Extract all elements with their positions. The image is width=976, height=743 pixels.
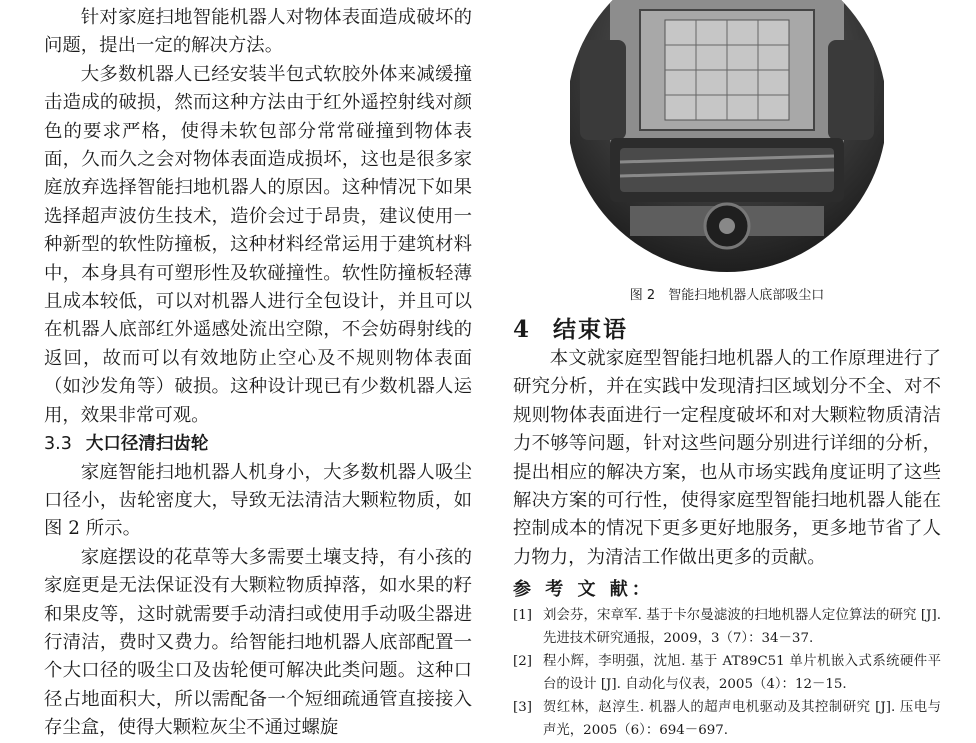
section-number: 4	[513, 316, 532, 343]
paragraph-large-inlet: 家庭摆设的花草等大多需要土壤支持，有小孩的家庭更是无法保证没有大颗粒物质掉落，如水果的籽和果皮等，这时就需要手动清扫或使用手动吸尘器进行清洁，费时又费力。给智能扫地机器人底部配置一个大口径的吸尘口及齿轮便可解决此类问题。这种口径占地面积大，所以需配备一个短细疏通管直接接入存尘盒，使得大颗粒灰尘不通过螺旋	[44, 546, 472, 739]
subsection-heading	[44, 430, 472, 458]
reference-number: [3]	[513, 700, 532, 716]
subsection-number: 3.3	[44, 434, 72, 455]
paragraph-conclusion: 本文就家庭型智能扫地机器人的工作原理进行了研究分析，并在实践中发现清扫区域划分不全、对不规则物体表面进行一定程度破坏和对大颗粒物质清洁力不够等问题，针对这些问题分别进行详细的分析，提出相应的解决方案，也从市场实践角度证明了这些解决方案的可行性，使得家庭型智能扫地机器人能在控制成本的情况下更多更好地服务，更多地节省了人力物力，为清洁工作做出更多的贡献。	[513, 348, 941, 568]
section-heading	[513, 315, 941, 345]
reference-text: 贺红林，赵淳生. 机器人的超声电机驱动及其控制研究 [J]. 压电与声光，2005（6）：694－697.	[543, 700, 941, 739]
reference-item	[513, 650, 941, 696]
reference-text: 刘会芬，宋章军. 基于卡尔曼滤波的扫地机器人定位算法的研究 [J]. 先进技术研究通报，2009，3（7）：34－37.	[543, 608, 941, 647]
left-column	[44, 0, 472, 743]
section-title: 结束语	[553, 316, 629, 343]
reference-number: [1]	[513, 608, 532, 624]
paragraph-intro: 针对家庭扫地智能机器人对物体表面造成破坏的问题，提出一定的解决方法。	[44, 7, 472, 57]
reference-item	[513, 696, 941, 742]
right-column	[513, 0, 941, 742]
reference-number: [2]	[513, 654, 532, 670]
reference-list	[513, 604, 941, 742]
reference-text: 程小辉，李明强，沈旭. 基于 AT89C51 单片机嵌入式系统硬件平台的设计 [J]. 自动化与仪表，2005（4）：12－15.	[543, 654, 941, 693]
references-heading: 参 考 文 献：	[513, 579, 654, 601]
figure-2	[513, 0, 941, 280]
paragraph-small-inlet: 家庭智能扫地机器人机身小，大多数机器人吸尘口径小，齿轮密度大，导致无法清洁大颗粒物质，如图 2 所示。	[44, 461, 472, 540]
reference-item	[513, 604, 941, 650]
paragraph-soft-bumper: 大多数机器人已经安装半包式软胶外体来减缓撞击造成的破损，然而这种方法由于红外遥控射线对颜色的要求严格，使得未软包部分常常碰撞到物体表面，久而久之会对物体表面造成损坏，这也是很多家庭放弃选择智能扫地机器人的原因。这种情况下如果选择超声波仿生技术，造价会过于昂贵，建议使用一种新型的软性防撞板，这种材料经常运用于建筑材料中，本身具有可塑形性及软碰撞性。软性防撞板轻薄且成本较低，可以对机器人进行全包设计，并且可以在机器人底部红外遥感处流出空隙，不会妨碍射线的返回，故而可以有效地防止空心及不规则物体表面（如沙发角等）破损。这种设计现已有少数机器人运用，效果非常可观。	[44, 63, 472, 426]
robot-underside-image	[570, 0, 884, 280]
subsection-title: 大口径清扫齿轮	[85, 434, 209, 455]
figure-caption: 图 2 智能扫地机器人底部吸尘口	[629, 288, 825, 303]
